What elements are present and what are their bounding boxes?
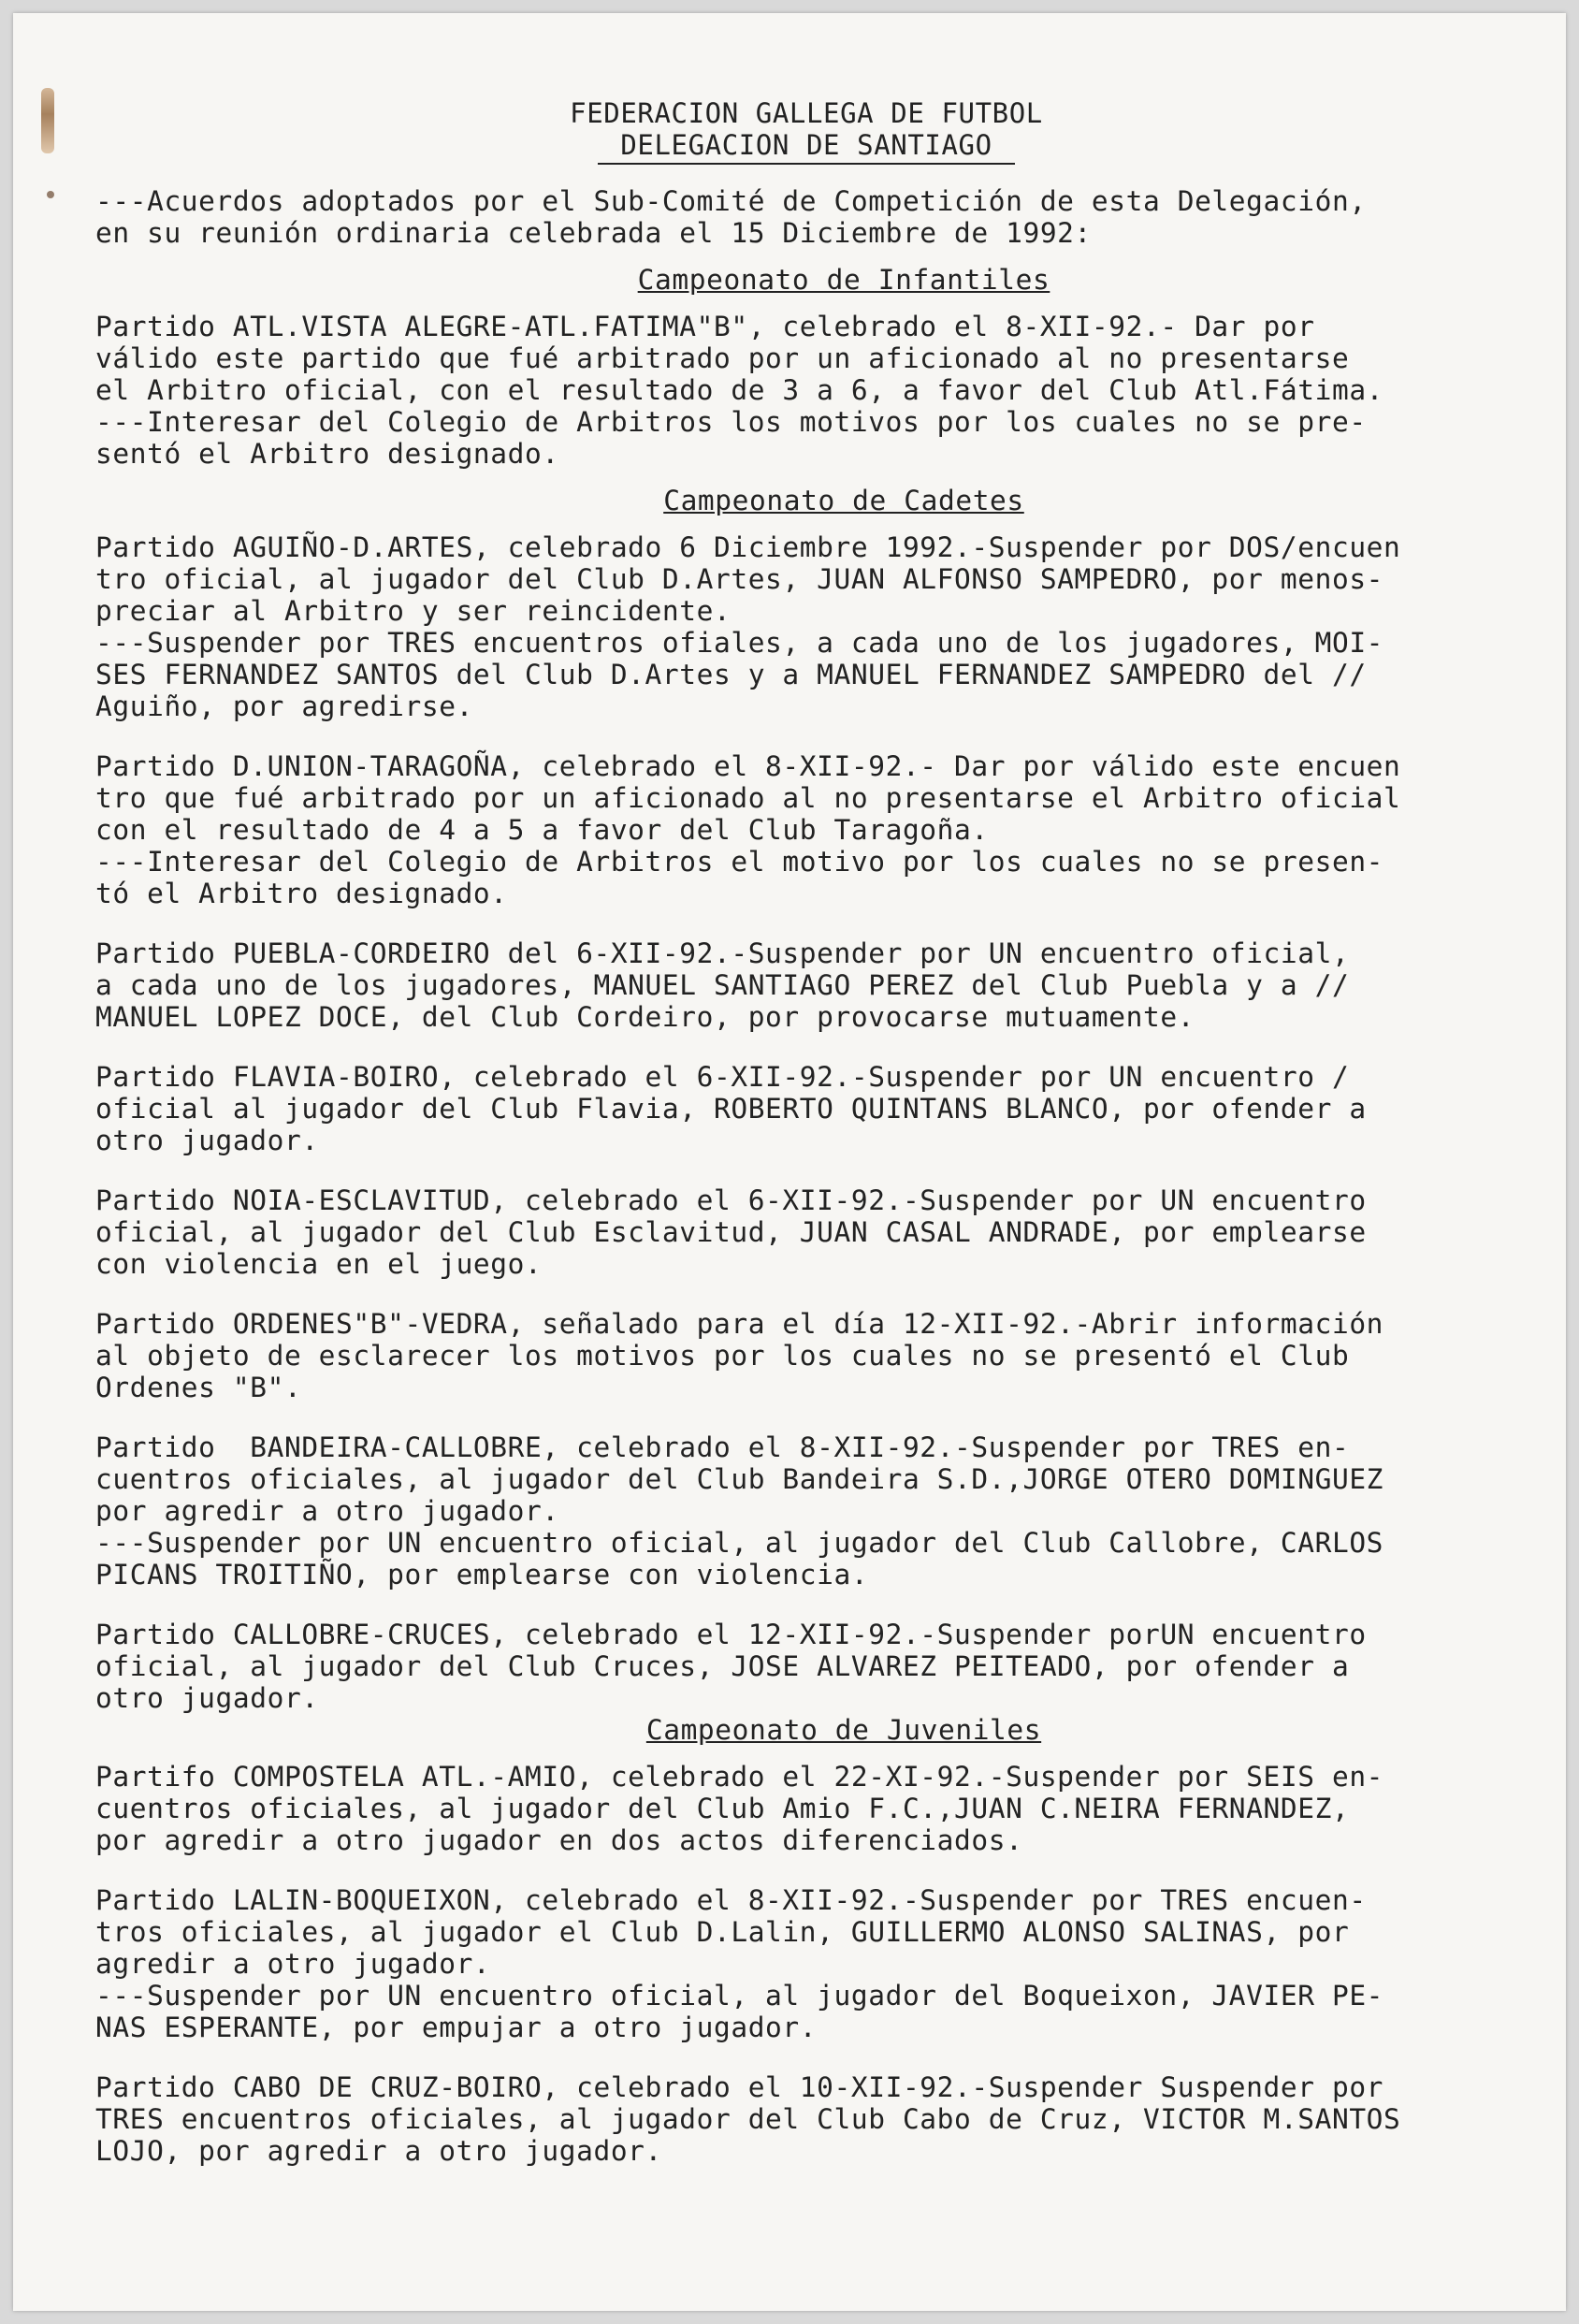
section-heading-cadetes: Campeonato de Cadetes bbox=[663, 485, 1024, 516]
ruling-line: Partido CALLOBRE-CRUCES, celebrado el 12-XII-92.-Suspender porUN encuentro bbox=[95, 1619, 1367, 1650]
header-federation: FEDERACION GALLEGA DE FUTBOL bbox=[570, 97, 1043, 129]
intro-line: en su reunión ordinaria celebrada el 15 Diciembre de 1992: bbox=[95, 217, 1092, 249]
ruling-line: cuentros oficiales, al jugador del Club Amio F.C.,JUAN C.NEIRA FERNANDEZ, bbox=[95, 1793, 1350, 1824]
section-heading-infantiles: Campeonato de Infantiles bbox=[637, 264, 1050, 296]
header-delegation: DELEGACION DE SANTIAGO bbox=[598, 129, 1014, 165]
ruling-line: ---Interesar del Colegio de Arbitros los motivos por los cuales no se pre- bbox=[95, 406, 1367, 438]
ruling-line: Partido D.UNION-TARAGOÑA, celebrado el 8-XII-92.- Dar por válido este encuen bbox=[95, 750, 1401, 782]
ruling-line: tro que fué arbitrado por un aficionado al no presentarse el Arbitro oficial bbox=[95, 782, 1401, 814]
ruling-line: otro jugador. bbox=[95, 1682, 319, 1714]
ruling-paragraph bbox=[95, 1308, 1555, 1403]
ruling-line: ---Suspender por UN encuentro oficial, al jugador del Club Callobre, CARLOS bbox=[95, 1527, 1384, 1559]
ruling-line: NAS ESPERANTE, por empujar a otro jugador. bbox=[95, 2012, 818, 2043]
ruling-paragraph bbox=[95, 311, 1555, 470]
ruling-line: ---Suspender por UN encuentro oficial, al jugador del Boqueixon, JAVIER PE- bbox=[95, 1980, 1384, 2012]
ruling-line: sentó el Arbitro designado. bbox=[95, 438, 559, 470]
ruling-line: ---Suspender por TRES encuentros ofiales, a cada uno de los jugadores, MOI- bbox=[95, 627, 1384, 659]
ruling-line: oficial al jugador del Club Flavia, ROBERTO QUINTANS BLANCO, por ofender a bbox=[95, 1093, 1367, 1125]
ruling-line: tó el Arbitro designado. bbox=[95, 878, 508, 909]
intro-line: ---Acuerdos adoptados por el Sub-Comité de Competición de esta Delegación, bbox=[95, 185, 1367, 217]
ruling-line: tro oficial, al jugador del Club D.Artes, JUAN ALFONSO SAMPEDRO, por menos- bbox=[95, 563, 1384, 595]
ruling-line: Partido FLAVIA-BOIRO, celebrado el 6-XII-92.-Suspender por UN encuentro / bbox=[95, 1061, 1350, 1093]
ruling-paragraph bbox=[95, 1184, 1555, 1280]
ruling-line: ---Interesar del Colegio de Arbitros el motivo por los cuales no se presen- bbox=[95, 846, 1384, 878]
section-heading-juveniles: Campeonato de Juveniles bbox=[645, 1714, 1042, 1746]
rust-stain bbox=[41, 88, 54, 153]
ruling-paragraph bbox=[95, 1431, 1555, 1590]
ruling-line: Partido AGUIÑO-D.ARTES, celebrado 6 Diciembre 1992.-Suspender por DOS/encuen bbox=[95, 531, 1401, 563]
ruling-paragraph bbox=[95, 531, 1555, 722]
intro-block bbox=[95, 185, 1555, 249]
ruling-line: oficial, al jugador del Club Esclavitud, JUAN CASAL ANDRADE, por emplearse bbox=[95, 1216, 1367, 1248]
ruling-line: el Arbitro oficial, con el resultado de 3 a 6, a favor del Club Atl.Fátima. bbox=[95, 374, 1384, 406]
letterhead bbox=[58, 97, 1555, 165]
ruling-line: tros oficiales, al jugador el Club D.Lalin, GUILLERMO ALONSO SALINAS, por bbox=[95, 1916, 1350, 1948]
ruling-paragraph bbox=[95, 937, 1555, 1033]
ruling-line: Partido ORDENES"B"-VEDRA, señalado para el día 12-XII-92.-Abrir información bbox=[95, 1308, 1384, 1340]
ruling-line: PICANS TROITIÑO, por emplearse con violencia. bbox=[95, 1559, 869, 1590]
ruling-line: por agredir a otro jugador en dos actos diferenciados. bbox=[95, 1824, 1023, 1856]
ruling-paragraph bbox=[95, 2071, 1555, 2167]
ruling-line: al objeto de esclarecer los motivos por los cuales no se presentó el Club bbox=[95, 1340, 1350, 1372]
ruling-line: por agredir a otro jugador. bbox=[95, 1495, 559, 1527]
staple-hole bbox=[47, 191, 54, 198]
ruling-line: Partido BANDEIRA-CALLOBRE, celebrado el 8-XII-92.-Suspender por TRES en- bbox=[95, 1431, 1350, 1463]
ruling-line: cuentros oficiales, al jugador del Club Bandeira S.D.,JORGE OTERO DOMINGUEZ bbox=[95, 1463, 1384, 1495]
ruling-paragraph bbox=[95, 750, 1555, 909]
document-page bbox=[13, 13, 1566, 2311]
ruling-line: Ordenes "B". bbox=[95, 1372, 302, 1403]
ruling-line: válido este partido que fué arbitrado por un aficionado al no presentarse bbox=[95, 342, 1350, 374]
ruling-paragraph bbox=[95, 1761, 1555, 1856]
ruling-line: oficial, al jugador del Club Cruces, JOSE ALVAREZ PEITEADO, por ofender a bbox=[95, 1650, 1350, 1682]
ruling-line: Aguiño, por agredirse. bbox=[95, 690, 473, 722]
ruling-paragraph bbox=[95, 1619, 1555, 1714]
ruling-paragraph bbox=[95, 1061, 1555, 1156]
ruling-line: a cada uno de los jugadores, MANUEL SANTIAGO PEREZ del Club Puebla y a // bbox=[95, 969, 1350, 1001]
ruling-line: agredir a otro jugador. bbox=[95, 1948, 491, 1980]
ruling-line: Partido LALIN-BOQUEIXON, celebrado el 8-XII-92.-Suspender por TRES encuen- bbox=[95, 1884, 1367, 1916]
ruling-paragraph bbox=[95, 1884, 1555, 2043]
ruling-line: otro jugador. bbox=[95, 1125, 319, 1156]
ruling-line: Partido PUEBLA-CORDEIRO del 6-XII-92.-Suspender por UN encuentro oficial, bbox=[95, 937, 1350, 969]
ruling-line: Partido CABO DE CRUZ-BOIRO, celebrado el 10-XII-92.-Suspender Suspender por bbox=[95, 2071, 1384, 2103]
ruling-line: TRES encuentros oficiales, al jugador del Club Cabo de Cruz, VICTOR M.SANTOS bbox=[95, 2103, 1401, 2135]
ruling-line: LOJO, por agredir a otro jugador. bbox=[95, 2135, 662, 2167]
ruling-line: Partido NOIA-ESCLAVITUD, celebrado el 6-XII-92.-Suspender por UN encuentro bbox=[95, 1184, 1367, 1216]
ruling-line: Partifo COMPOSTELA ATL.-AMIO, celebrado el 22-XI-92.-Suspender por SEIS en- bbox=[95, 1761, 1384, 1793]
document-body bbox=[95, 97, 1555, 2167]
ruling-line: SES FERNANDEZ SANTOS del Club D.Artes y a MANUEL FERNANDEZ SAMPEDRO del // bbox=[95, 659, 1367, 690]
ruling-line: preciar al Arbitro y ser reincidente. bbox=[95, 595, 732, 627]
ruling-line: con el resultado de 4 a 5 a favor del Club Taragoña. bbox=[95, 814, 989, 846]
ruling-line: Partido ATL.VISTA ALEGRE-ATL.FATIMA"B", celebrado el 8-XII-92.- Dar por bbox=[95, 311, 1315, 342]
ruling-line: MANUEL LOPEZ DOCE, del Club Cordeiro, por provocarse mutuamente. bbox=[95, 1001, 1195, 1033]
ruling-line: con violencia en el juego. bbox=[95, 1248, 543, 1280]
